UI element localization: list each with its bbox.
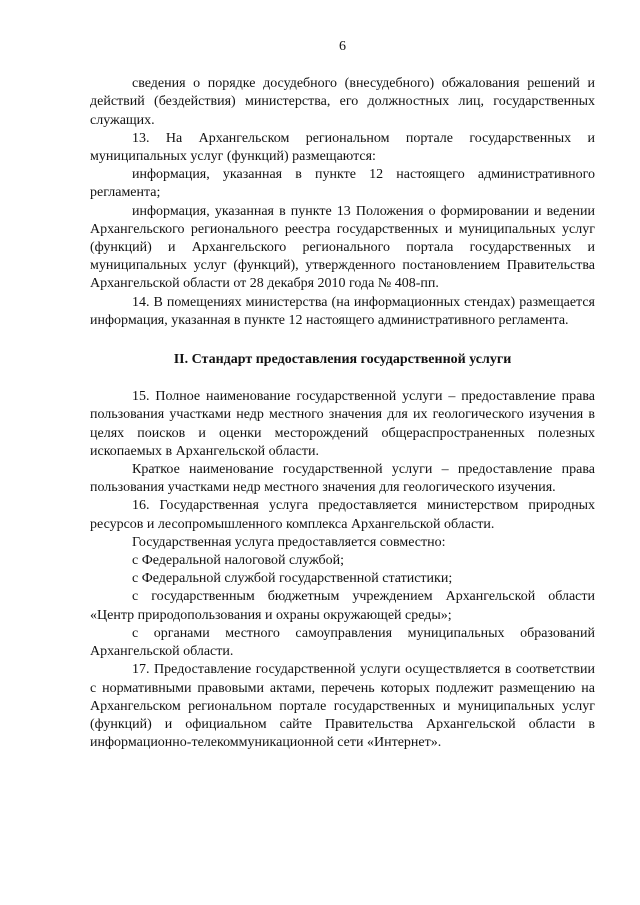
paragraph-16: 16. Государственная услуга предоставляется министерством природных ресурсов и лесопромышленного комплекса Архангельской области. — [90, 498, 595, 532]
paragraph-17: 17. Предоставление государственной услуги осуществляется в соответствии с нормативными правовыми актами, перечень которых подлежит размещению на Архангельском региональном портале государственных и муниципальных услуг (функций) и официальном сайте Правительства Архангельской области в информационно-телекоммуникационной сети «Интернет». — [90, 662, 595, 751]
paragraph-jointly-item-2: с Федеральной службой государственной статистики; — [132, 571, 453, 587]
section-heading: II. Стандарт предоставления государственной услуги — [173, 352, 512, 368]
paragraph-15: 15. Полное наименование государственной услуги – предоставление права пользования участками недр местного значения для их геологического изучения в целях поисков и оценки месторождений общераспространенных полезных ископаемых в Архангельской области. — [90, 389, 595, 459]
page-number: 6 — [339, 39, 346, 54]
paragraph-jointly-item-4: с органами местного самоуправления муниципальных образований Архангельской области. — [90, 625, 595, 660]
paragraph-short-name: Краткое наименование государственной услуги – предоставление права пользования участками недр местного значения для геологического изучения. — [90, 462, 595, 496]
paragraph-jointly: Государственная услуга предоставляется совместно: — [132, 534, 446, 550]
paragraph-appeal-info: сведения о порядке досудебного (внесудебного) обжалования решений и действий (бездействия) министерства, его должностных лиц, государственных служащих. — [90, 76, 595, 128]
paragraph-13-item-2: информация, указанная в пункте 13 Положения о формировании и ведении Архангельского регионального реестра государственных и муниципальных услуг (функций) и Архангельского регионального портала государственных и муниципальных услуг (функций), утвержденного постановлением Правительства Архангельской области от 28 декабря 2010 года № 408-пп. — [90, 203, 595, 292]
paragraph-13: 13. На Архангельском региональном портале государственных и муниципальных услуг (функций) размещаются: — [90, 130, 595, 165]
paragraph-jointly-item-1: с Федеральной налоговой службой; — [132, 553, 345, 569]
paragraph-jointly-item-3: с государственным бюджетным учреждением Архангельской области «Центр природопользования и охраны окружающей среды»; — [90, 589, 595, 623]
paragraph-14: 14. В помещениях министерства (на информационных стендах) размещается информация, указанная в пункте 12 настоящего административного регламента. — [90, 294, 595, 328]
paragraph-13-item-1: информация, указанная в пункте 12 настоящего административного регламента; — [90, 167, 595, 201]
document-page — [90, 38, 595, 752]
